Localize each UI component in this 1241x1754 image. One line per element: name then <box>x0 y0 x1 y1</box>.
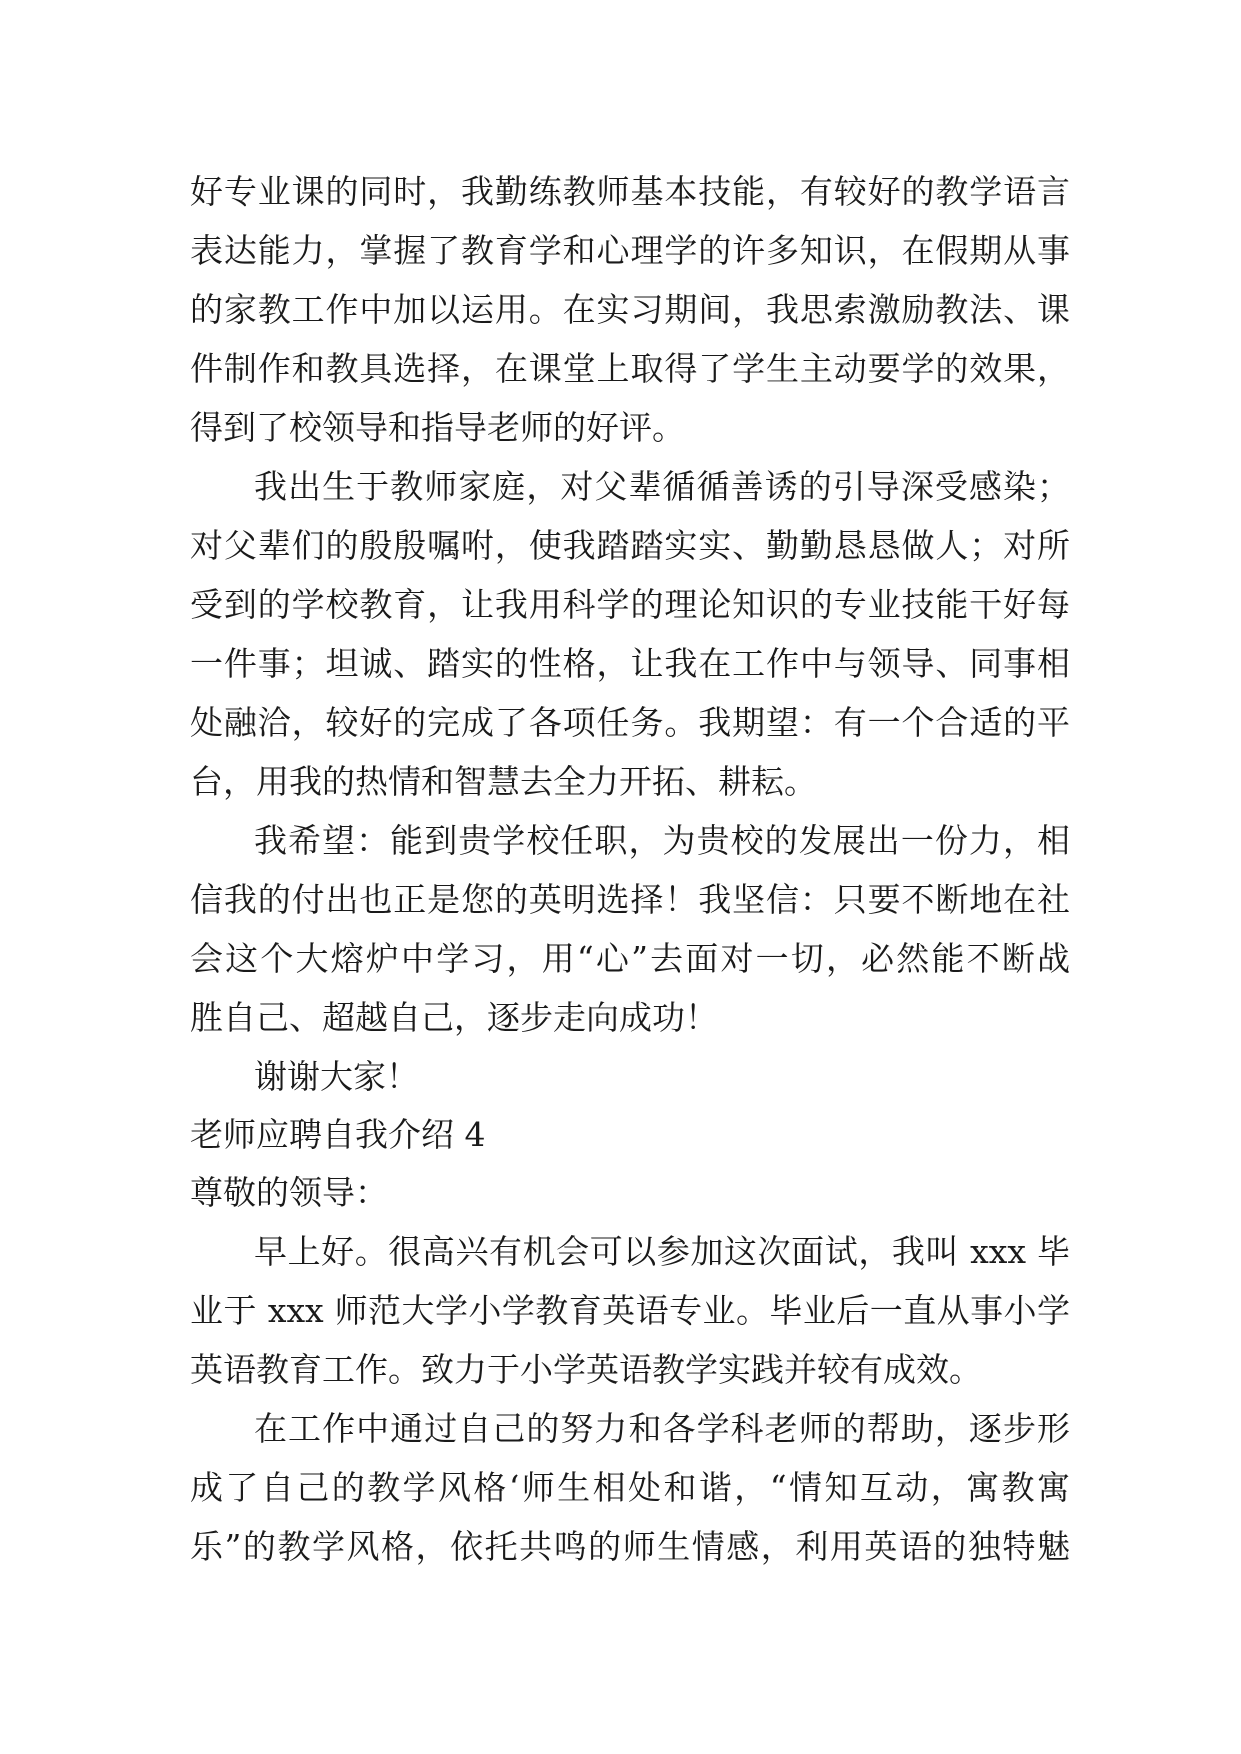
text-line: 乐”的教学风格，依托共鸣的师生情感，利用英语的独特魅 <box>190 1527 1070 1566</box>
text-line: 好专业课的同时，我勤练教师基本技能，有较好的教学语言 <box>190 172 1070 211</box>
text-line: 台，用我的热情和智慧去全力开拓、耕耘。 <box>190 762 817 801</box>
text-line: 信我的付出也正是您的英明选择！我坚信：只要不断地在社 <box>190 880 1070 919</box>
text-line: 受到的学校教育，让我用科学的理论知识的专业技能干好每 <box>190 585 1070 624</box>
salutation: 尊敬的领导： <box>190 1173 388 1212</box>
text-line: 的家教工作中加以运用。在实习期间，我思索激励教法、课 <box>190 290 1070 329</box>
text-line: 英语教育工作。致力于小学英语教学实践并较有成效。 <box>190 1350 982 1389</box>
text-line: 件制作和教具选择，在课堂上取得了学生主动要学的效果， <box>190 349 1070 388</box>
text-line: 胜自己、超越自己，逐步走向成功！ <box>190 998 718 1037</box>
text-line: 会这个大熔炉中学习，用“心”去面对一切，必然能不断战 <box>190 939 1070 978</box>
text-line: 对父辈们的殷殷嘱咐，使我踏踏实实、勤勤恳恳做人；对所 <box>190 526 1070 565</box>
text-line: 成了自己的教学风格‘师生相处和谐，“情知互动，寓教寓 <box>190 1468 1070 1507</box>
text-line: 一件事；坦诚、踏实的性格，让我在工作中与领导、同事相 <box>190 644 1070 683</box>
text-line: 处融洽，较好的完成了各项任务。我期望：有一个合适的平 <box>190 703 1070 742</box>
text-line: 在工作中通过自己的努力和各学科老师的帮助，逐步形 <box>254 1409 1070 1448</box>
text-line: 业于 xxx 师范大学小学教育英语专业。毕业后一直从事小学 <box>190 1291 1070 1330</box>
text-line: 早上好。很高兴有机会可以参加这次面试，我叫 xxx 毕 <box>254 1232 1070 1271</box>
text-line: 我出生于教师家庭，对父辈循循善诱的引导深受感染； <box>254 467 1070 506</box>
text-line: 谢谢大家！ <box>254 1057 419 1096</box>
section-heading: 老师应聘自我介绍 4 <box>190 1115 486 1154</box>
text-line: 得到了校领导和指导老师的好评。 <box>190 408 685 447</box>
text-line: 我希望：能到贵学校任职，为贵校的发展出一份力，相 <box>254 821 1070 860</box>
text-line: 表达能力，掌握了教育学和心理学的许多知识，在假期从事 <box>190 231 1070 270</box>
